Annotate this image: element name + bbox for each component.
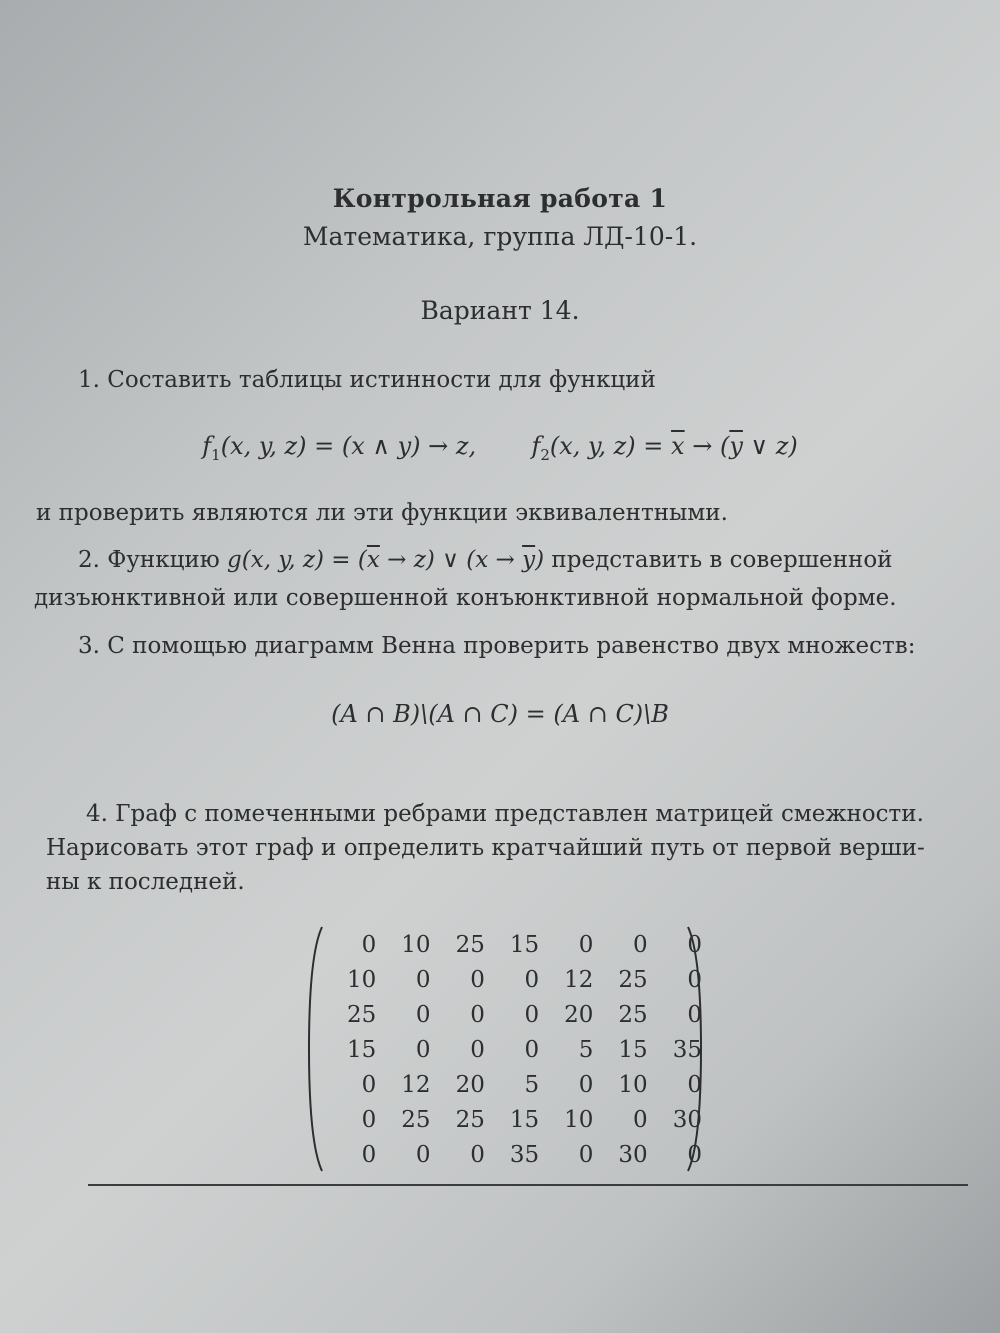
matrix-cell: 0 xyxy=(524,1036,540,1063)
document-subtitle: Математика, группа ЛД-10-1. xyxy=(302,222,698,251)
matrix-cell: 25 xyxy=(455,1106,485,1133)
matrix-cell: 15 xyxy=(618,1036,648,1063)
adjacency-matrix xyxy=(305,925,705,1175)
matrix-cell: 0 xyxy=(524,1001,540,1028)
matrix-cell: 0 xyxy=(361,931,377,958)
f2-subscript: 2 xyxy=(540,445,550,464)
task4-line1: 4. Граф с помеченными ребрами представлен матрицей смежности. xyxy=(86,801,924,827)
g-y-negated: $\overline{y}$ xyxy=(522,547,536,573)
matrix-cell: 30 xyxy=(672,1106,702,1133)
matrix-cell: 25 xyxy=(618,966,648,993)
task3-formula: (A ∩ B)\(A ∩ C) = (A ∩ C)\B xyxy=(331,700,669,728)
f2-expression-c: ∨ z) xyxy=(742,432,798,460)
task2-prefix: 2. Функцию xyxy=(78,547,228,573)
matrix-cell: 0 xyxy=(361,1071,377,1098)
matrix-cell: 35 xyxy=(509,1141,540,1168)
matrix-cell: 0 xyxy=(361,1106,377,1133)
g-formula-c: ) xyxy=(535,547,545,573)
matrix-row xyxy=(325,1032,705,1067)
bottom-rule xyxy=(88,1184,968,1186)
matrix-cell: 0 xyxy=(687,1141,702,1168)
matrix-cell: 0 xyxy=(470,1001,485,1028)
f2-x-negated: $\overline{x}$ xyxy=(671,432,685,460)
matrix-row xyxy=(325,962,705,997)
matrix-cell: 10 xyxy=(618,1071,648,1098)
task1-outro: и проверить являются ли эти функции эквивалентными. xyxy=(36,500,728,526)
task2-line1 xyxy=(78,547,893,573)
matrix-cell: 0 xyxy=(415,966,431,993)
matrix-cell: 0 xyxy=(415,1036,431,1063)
f2-expression-a: (x, y, z) = xyxy=(549,432,672,460)
matrix-cell: 12 xyxy=(564,966,594,993)
matrix-cell: 0 xyxy=(470,1141,485,1168)
f2-name: f xyxy=(531,432,541,460)
matrix-cell: 0 xyxy=(415,1001,431,1028)
task2-suffix: представить в совершенной xyxy=(544,547,893,573)
matrix-cell: 5 xyxy=(524,1071,540,1098)
task1-intro: 1. Составить таблицы истинности для функций xyxy=(78,367,656,393)
matrix-cell: 12 xyxy=(401,1071,431,1098)
task2-line2: дизъюнктивной или совершенной конъюнктивной нормальной форме. xyxy=(34,585,897,611)
matrix-left-paren xyxy=(305,925,325,1173)
matrix-cell: 0 xyxy=(687,1071,702,1098)
matrix-cell: 25 xyxy=(401,1106,431,1133)
matrix-cell: 0 xyxy=(687,931,702,958)
f1-formula xyxy=(202,432,477,464)
matrix-row xyxy=(325,1102,705,1137)
g-formula-b: → z) ∨ (x → xyxy=(379,547,523,573)
f1-name: f xyxy=(202,432,212,460)
f2-expression-b: → ( xyxy=(684,432,730,460)
matrix-cell: 0 xyxy=(470,966,485,993)
matrix-cell: 35 xyxy=(672,1036,702,1063)
g-x-negated: $\overline{x}$ xyxy=(366,547,380,573)
matrix-cell: 25 xyxy=(347,1001,377,1028)
matrix-right-paren xyxy=(685,925,705,1173)
matrix-cell: 15 xyxy=(509,931,540,958)
g-formula-a: g(x, y, z) = ( xyxy=(227,547,367,573)
task1-formulas xyxy=(0,432,1000,464)
task4-line3: ны к последней. xyxy=(46,869,245,895)
variant-label: Вариант 14. xyxy=(420,296,580,325)
document-title: Контрольная работа 1 xyxy=(332,184,668,213)
matrix-cell: 0 xyxy=(578,1141,594,1168)
matrix-row xyxy=(325,927,705,962)
matrix-cell: 25 xyxy=(455,931,485,958)
matrix-cell: 5 xyxy=(578,1036,594,1063)
matrix-cell: 30 xyxy=(618,1141,648,1168)
matrix-cell: 10 xyxy=(401,931,431,958)
matrix-cell: 0 xyxy=(578,1071,594,1098)
matrix-cell: 0 xyxy=(633,931,648,958)
f1-expression: (x, y, z) = (x ∧ y) → z, xyxy=(220,432,477,460)
task4-line2: Нарисовать этот граф и определить кратчайший путь от первой верши- xyxy=(46,835,925,861)
matrix-cell: 10 xyxy=(347,966,377,993)
matrix-row xyxy=(325,1137,705,1172)
f2-formula xyxy=(531,432,798,464)
matrix-cell: 0 xyxy=(578,931,594,958)
f1-subscript: 1 xyxy=(211,445,221,464)
matrix-cell: 0 xyxy=(361,1141,377,1168)
matrix-cell: 25 xyxy=(618,1001,648,1028)
matrix-cell: 20 xyxy=(455,1071,485,1098)
matrix-cell: 0 xyxy=(687,966,702,993)
f2-y-negated: $\overline{y}$ xyxy=(729,432,743,460)
matrix-cell: 0 xyxy=(633,1106,648,1133)
matrix-cell: 0 xyxy=(470,1036,485,1063)
matrix-cell: 0 xyxy=(687,1001,702,1028)
matrix-cell: 20 xyxy=(564,1001,594,1028)
matrix-cell: 15 xyxy=(509,1106,540,1133)
matrix-row xyxy=(325,997,705,1032)
matrix-row xyxy=(325,1067,705,1102)
matrix-cell: 15 xyxy=(347,1036,377,1063)
matrix-table xyxy=(325,927,705,1172)
matrix-cell: 0 xyxy=(524,966,540,993)
matrix-cell: 0 xyxy=(415,1141,431,1168)
task3-intro: 3. С помощью диаграмм Венна проверить равенство двух множеств: xyxy=(78,633,916,659)
matrix-cell: 10 xyxy=(564,1106,594,1133)
